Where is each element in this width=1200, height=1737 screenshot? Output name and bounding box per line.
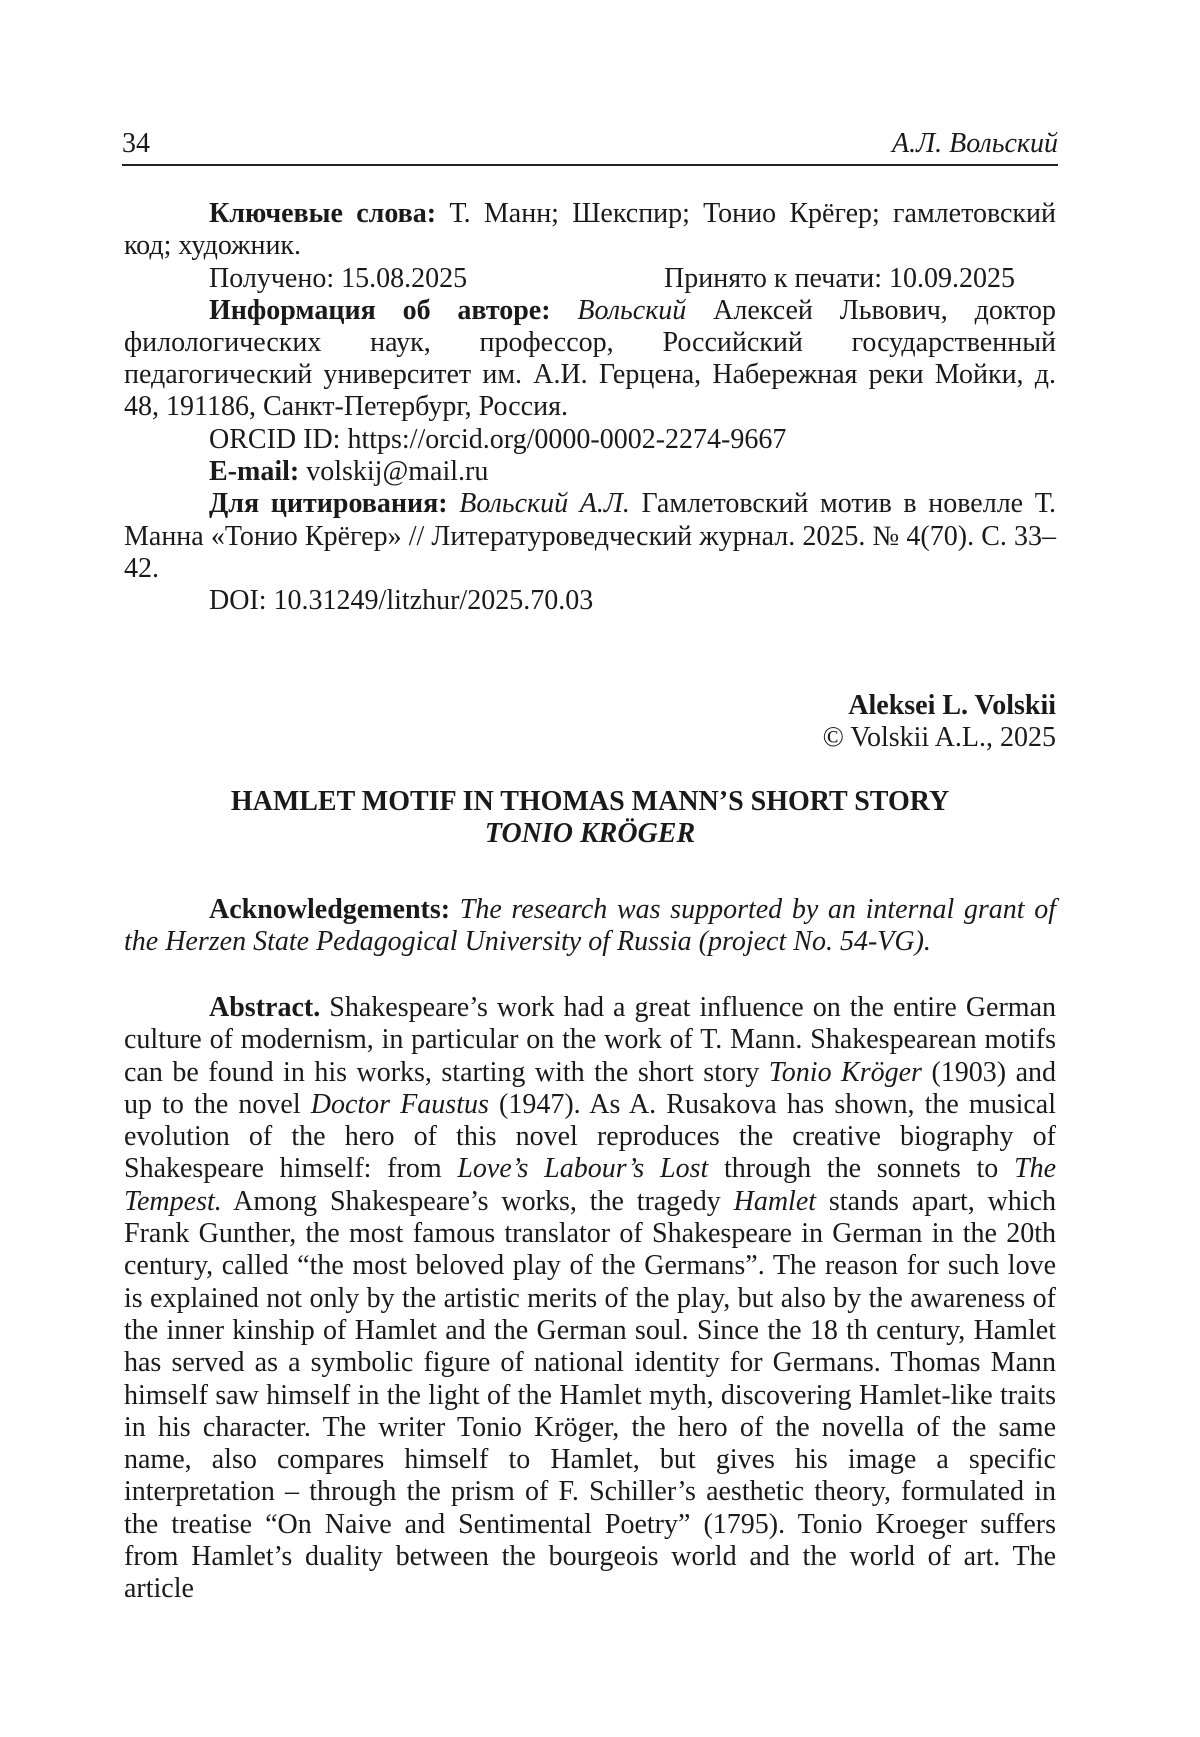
author-info-text: Алексей Львович, доктор филологических наук, профессор, Российский государственный педагогический университет им. А.И. Герцена, Набережная реки Мойки, д. 48, 191186, Санкт-Петербург, Россия. xyxy=(124,294,1057,423)
abstract-block xyxy=(124,992,1056,1606)
citation-paragraph xyxy=(124,488,1056,585)
abstract-text-2: (1903) and up to the novel xyxy=(124,1056,1057,1120)
keywords-label: Ключевые слова: xyxy=(209,198,437,229)
english-author-name: Aleksei L. Volskii xyxy=(848,690,1056,721)
abstract-title-the-tempest: The Tempest. xyxy=(124,1153,1057,1217)
title-line-2: TONIO KRÖGER xyxy=(484,818,696,850)
abstract-text-6: stands apart, which Frank Gunther, the most famous translator of Shakespeare in German in the 20th century, called “the most beloved play of the Germans”. The reason for such love is explained not only by the artistic merits of the play, but also by the awareness of the inner kinship of Hamlet and the German soul. Since the 18 th century, Hamlet has served as a symbolic figure of national identity for Germans. Thomas Mann himself saw himself in the light of the Hamlet myth, discovering Hamlet-like traits in his character. The writer Tonio Kröger, the hero of the novella of the same name, also compares himself to Hamlet, but gives his image a specific interpretation – through the prism of F. Schiller’s aesthetic theory, formulated in the treatise “On Naive and Sentimental Poetry” (1795). Tonio Kroeger suffers from Hamlet’s duality between the bourgeois world and the world of art. The article xyxy=(124,1185,1057,1605)
keywords-text: Т. Манн; Шекспир; Тонио Крёгер; гамлетовский код; художник. xyxy=(124,198,1057,262)
citation-label: Для цитирования: xyxy=(209,488,448,520)
author-info-label: Информация об авторе: xyxy=(209,294,551,326)
abstract-label: Abstract. xyxy=(209,992,321,1023)
email-line xyxy=(124,456,1056,488)
acknowledgements-block xyxy=(124,894,1056,959)
russian-metadata xyxy=(124,198,1056,618)
copyright-line: © Volskii A.L., 2025 xyxy=(822,722,1056,754)
doi-line: DOI: 10.31249/litzhur/2025.70.03 xyxy=(209,585,594,617)
page-number: 34 xyxy=(122,128,150,159)
abstract-title-doctor-faustus: Doctor Faustus xyxy=(310,1088,489,1120)
accepted-date: Принято к печати: 10.09.2025 xyxy=(664,262,1016,294)
acknowledgements-paragraph xyxy=(124,894,1056,959)
article-title xyxy=(124,786,1056,851)
abstract-text-3: (1947). As A. Rusakova has shown, the musical evolution of the hero of this novel reproduces the creative biography of Shakespeare himself: from xyxy=(124,1088,1057,1185)
keywords-paragraph xyxy=(124,198,1056,263)
abstract-title-tonio-kroger: Tonio Kröger xyxy=(768,1056,922,1088)
citation-text: Гамлетовский мотив в новелле Т. Манна «Тонио Крёгер» // Литературоведческий журнал. 2025. № 4(70). С. 33–42. xyxy=(124,488,1057,584)
orcid-line: ORCID ID: https://orcid.org/0000-0002-2274-9667 xyxy=(209,423,787,455)
english-author-block xyxy=(124,690,1056,755)
abstract-title-loves-labours-lost: Love’s Labour’s Lost xyxy=(457,1153,709,1185)
received-date: Получено: 15.08.2025 xyxy=(209,262,468,294)
citation-author: Вольский А.Л. xyxy=(459,488,630,520)
email-value: volskij@mail.ru xyxy=(306,456,489,488)
abstract-paragraph xyxy=(124,992,1056,1606)
email-label: E-mail: xyxy=(209,456,300,488)
abstract-text-4: through the sonnets to xyxy=(724,1153,999,1185)
running-header xyxy=(122,128,1058,166)
author-info-paragraph xyxy=(124,295,1056,424)
running-head-author: А.Л. Вольский xyxy=(892,128,1058,159)
dates-row xyxy=(124,263,1056,295)
acknowledgements-text: The research was supported by an internal grant of the Herzen State Pedagogical University of Russia (project No. 54-VG). xyxy=(124,894,1056,958)
abstract-text-1: Shakespeare’s work had a great influence on the entire German culture of modernism, in particular on the work of T. Mann. Shakespearean motifs can be found in his works, starting with the short story xyxy=(124,992,1057,1088)
acknowledgements-label: Acknowledgements: xyxy=(209,894,451,925)
author-surname: Вольский xyxy=(577,294,687,326)
title-line-1: HAMLET MOTIF IN THOMAS MANN’S SHORT STORY xyxy=(230,786,950,817)
abstract-text-5: Among Shakespeare’s works, the tragedy xyxy=(233,1185,721,1217)
abstract-title-hamlet: Hamlet xyxy=(733,1185,817,1217)
